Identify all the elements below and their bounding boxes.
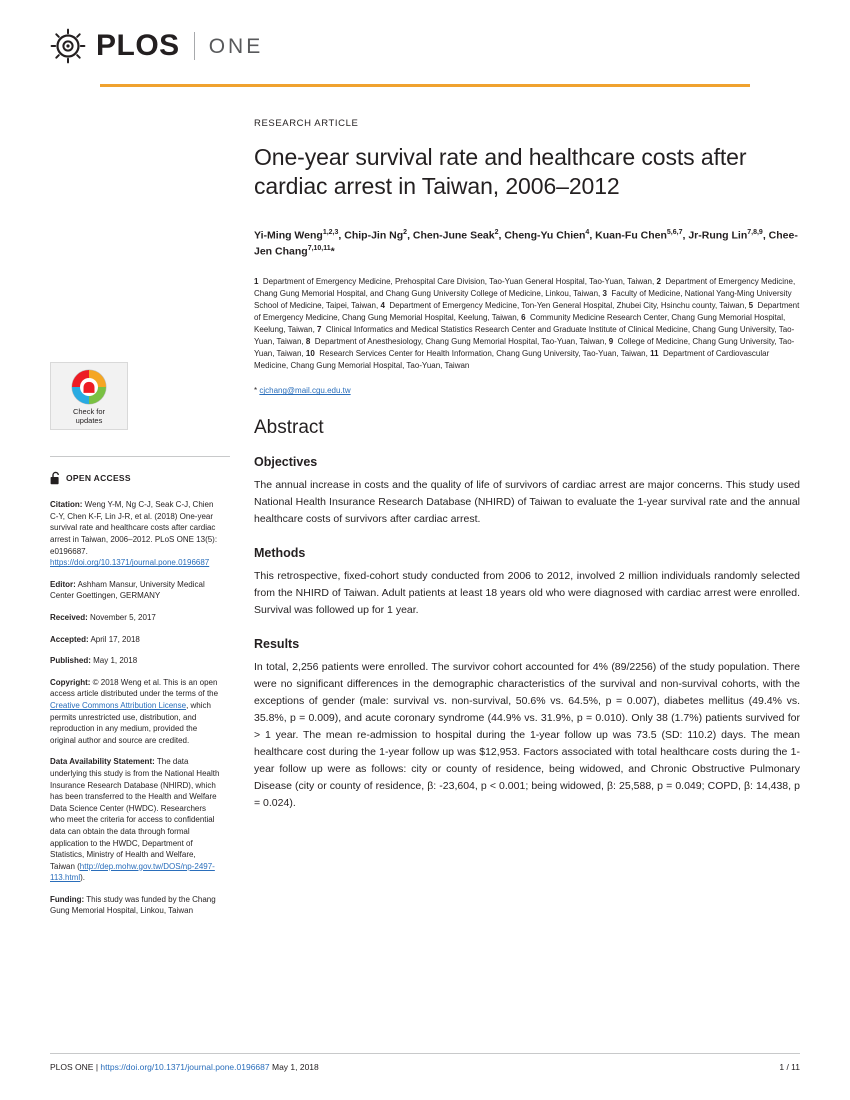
copyright-text-1: © 2018 Weng et al. This is an open access article distributed under the terms of the <box>50 677 219 699</box>
footer-date: May 1, 2018 <box>271 1062 319 1072</box>
section-heading-methods: Methods <box>254 546 306 561</box>
corresponding-author <box>254 386 800 395</box>
open-access-label: OPEN ACCESS <box>66 473 131 484</box>
affiliations: 1 Department of Emergency Medicine, Prehospital Care Division, Tao-Yuan General Hospital, Tao-Yuan, Taiwan, 2 Department of Emergency Medicine, Chang Gung Memorial Hospital, and Chang Gung University College of Medicine, Linkou, Taiwan, 3 Faculty of Medicine, National Yang-Ming University School of Medicine, Taipei, Taiwan, 4 Department of Emergency Medicine, Ton-Yen General Hospital, Zhubei City, Hsinchu county, Taiwan, 5 Department of Emergency Medicine, Chang Gung Memorial Hospital, Keelung, Taiwan, 6 Community Medicine Research Center, Chang Gung Memorial Hospital, Keelung, Taiwan, 7 Clinical Informatics and Medical Statistics Research Center and Graduate Institute of Clinical Medicine, Chang Gung University, Tao-Yuan, Taiwan, 8 Department of Anesthesiology, Chang Gung Memorial Hospital, Tao-Yuan, Taiwan, 9 College of Medicine, Chang Gung University, Tao-Yuan, Taiwan, 10 Research Services Center for Health Information, Chang Gung University, Tao-Yuan, Taiwan, 11 Department of Cardiovascular Medicine, Chang Gung Memorial Hospital, Tao-Yuan, Taiwan <box>254 277 800 371</box>
crossmark-line1: Check for <box>72 407 106 416</box>
corresponding-star: * <box>254 386 258 396</box>
funding-label: Funding: <box>50 894 85 904</box>
section-heading-results: Results <box>254 637 300 652</box>
funding-block <box>50 894 220 917</box>
citation-label: Citation: <box>50 500 83 510</box>
data-availability-text-2: ). <box>80 873 85 883</box>
funding-text: This study was funded by the Chang Gung Memorial Hospital, Linkou, Taiwan <box>50 894 216 916</box>
footer-divider <box>50 1053 800 1054</box>
accepted-text: April 17, 2018 <box>88 634 140 644</box>
copyright-block <box>50 677 220 747</box>
editor-label: Editor: <box>50 579 76 589</box>
corresponding-email-link[interactable]: cjchang@mail.cgu.edu.tw <box>259 386 351 396</box>
header-rule <box>100 84 750 87</box>
citation-text: Weng Y-M, Ng C-J, Seak C-J, Chien C-Y, Chen K-F, Lin J-R, et al. (2018) One-year survival rate and healthcare costs after cardiac arrest in Taiwan, 2006–2012. PLoS ONE 13(5): e0196687. <box>50 500 218 556</box>
article-type: RESEARCH ARTICLE <box>254 118 359 129</box>
published-text: May 1, 2018 <box>90 656 138 666</box>
accepted-block <box>50 634 220 646</box>
footer-journal: PLOS ONE | <box>50 1062 99 1072</box>
footer-left <box>50 1062 319 1072</box>
section-text-objectives: The annual increase in costs and the quality of life of survivors of cardiac arrest are major concerns. This study used National Health Insurance Research Database (NHIRD) of Taiwan to evaluate the 1-year survival rate and the annual healthcare costs of survivors after cardiac arrest. <box>254 479 800 526</box>
section-heading-objectives: Objectives <box>254 455 318 470</box>
received-text: November 5, 2017 <box>87 613 156 622</box>
sidebar <box>50 118 240 927</box>
editor-text: Ashham Mansur, University Medical Center Goettingen, GERMANY <box>50 579 205 601</box>
main-content <box>240 118 800 927</box>
editor-block <box>50 579 220 602</box>
copyright-label: Copyright: <box>50 677 91 687</box>
abstract-heading: Abstract <box>254 417 324 439</box>
sidebar-divider <box>50 456 230 457</box>
page-footer <box>50 1053 800 1072</box>
open-access-badge <box>50 471 220 485</box>
page-title: One-year survival rate and healthcare costs after cardiac arrest in Taiwan, 2006–2012 <box>254 144 747 200</box>
received-label: Received: <box>50 613 88 622</box>
logo-divider <box>194 32 195 60</box>
footer-page-number: 1 / 11 <box>779 1062 800 1072</box>
copyright-text-2: , which permits unrestricted use, distribution, and reproduction in any medium, provided the original author and source are credited. <box>50 700 211 745</box>
data-availability-link[interactable]: http://dep.mohw.gov.tw/DOS/np-2497-113.html <box>50 861 215 883</box>
data-availability-text-1: The data underlying this study is from the National Health Insurance Research Database (NHIRD), which has been transferred to the Health and Welfare Data Science Center (HWDC). Researchers who meet the criteria for access to confidential data can obtain the data through formal application to the HWDC, Department of Statistics, Ministry of Health and Welfare, Taiwan ( <box>50 757 220 871</box>
journal-name: ONE <box>208 34 264 58</box>
footer-row <box>50 1062 800 1072</box>
received-block <box>50 612 220 624</box>
citation-block <box>50 499 220 569</box>
plos-wordmark: PLOS <box>96 29 180 62</box>
author-list: Yi-Ming Weng$^{1,2,3}$, Chip-Jin Ng$^2$, Chen-June Seak$^2$, Cheng-Yu Chien$^4$, Kuan-Fu Chen$^{5,6,7}$, Jr-Rung Lin$^{7,8,9}$, Chee-Jen Chang$^{7,10,11}$* <box>254 228 798 258</box>
accepted-label: Accepted: <box>50 634 89 644</box>
data-availability-block <box>50 756 220 884</box>
crossmark-badge[interactable] <box>50 362 128 430</box>
crossmark-icon <box>70 368 108 406</box>
unlock-icon <box>50 471 61 485</box>
citation-doi-link[interactable]: https://doi.org/10.1371/journal.pone.0196687 <box>50 558 210 568</box>
crossmark-line2: updates <box>75 415 103 425</box>
license-link[interactable]: Creative Commons Attribution License <box>50 700 187 710</box>
published-label: Published: <box>50 656 91 666</box>
footer-doi-link[interactable]: https://doi.org/10.1371/journal.pone.0196687 <box>100 1062 270 1072</box>
published-block <box>50 655 220 667</box>
data-availability-label: Data Availability Statement: <box>50 757 155 767</box>
masthead <box>50 0 800 82</box>
section-text-results: In total, 2,256 patients were enrolled. The survivor cohort accounted for 4% (89/2256) of the study population. There were no significant differences in the demographic characteristics of the survival and non-survival cohorts, with the exceptions of gender (male: survival vs. non-survival, 50.6% vs. 64.5%, p = 0.007), diabetes mellitus (49.4% vs. 35.8%, p = 0.009), and acute coronary syndrome (44.9% vs. 31.9%, p = 0.010). Only 38 (1.7%) patients survived for > 1 year. The mean re-admission to hospital during the 1-year follow up was 73.5 (SD: 110.2) days. The mean healthcare cost during the 1-year follow up was $12,953. Factors associated with total healthcare costs during the 1-year follow up were as follows: city or county of residence, being widowed, and Chronic Obstructive Pulmonary Disease (city or county of residence, β: -23,604, p < 0.001; being widowed, β: 25,588, p = 0.049; COPD, β: 14,438, p = 0.024). <box>254 661 800 810</box>
plos-logo[interactable] <box>50 28 800 64</box>
section-text-methods: This retrospective, fixed-cohort study conducted from 2006 to 2012, involved 2 million individuals randomly selected from the NHIRD of Taiwan. Adult patients at least 18 years old who were diagnosed with cardiac arrest were enrolled. Survival was followed up for 1 year. <box>254 570 800 617</box>
page-columns <box>50 82 800 927</box>
plos-logo-icon <box>50 28 86 64</box>
